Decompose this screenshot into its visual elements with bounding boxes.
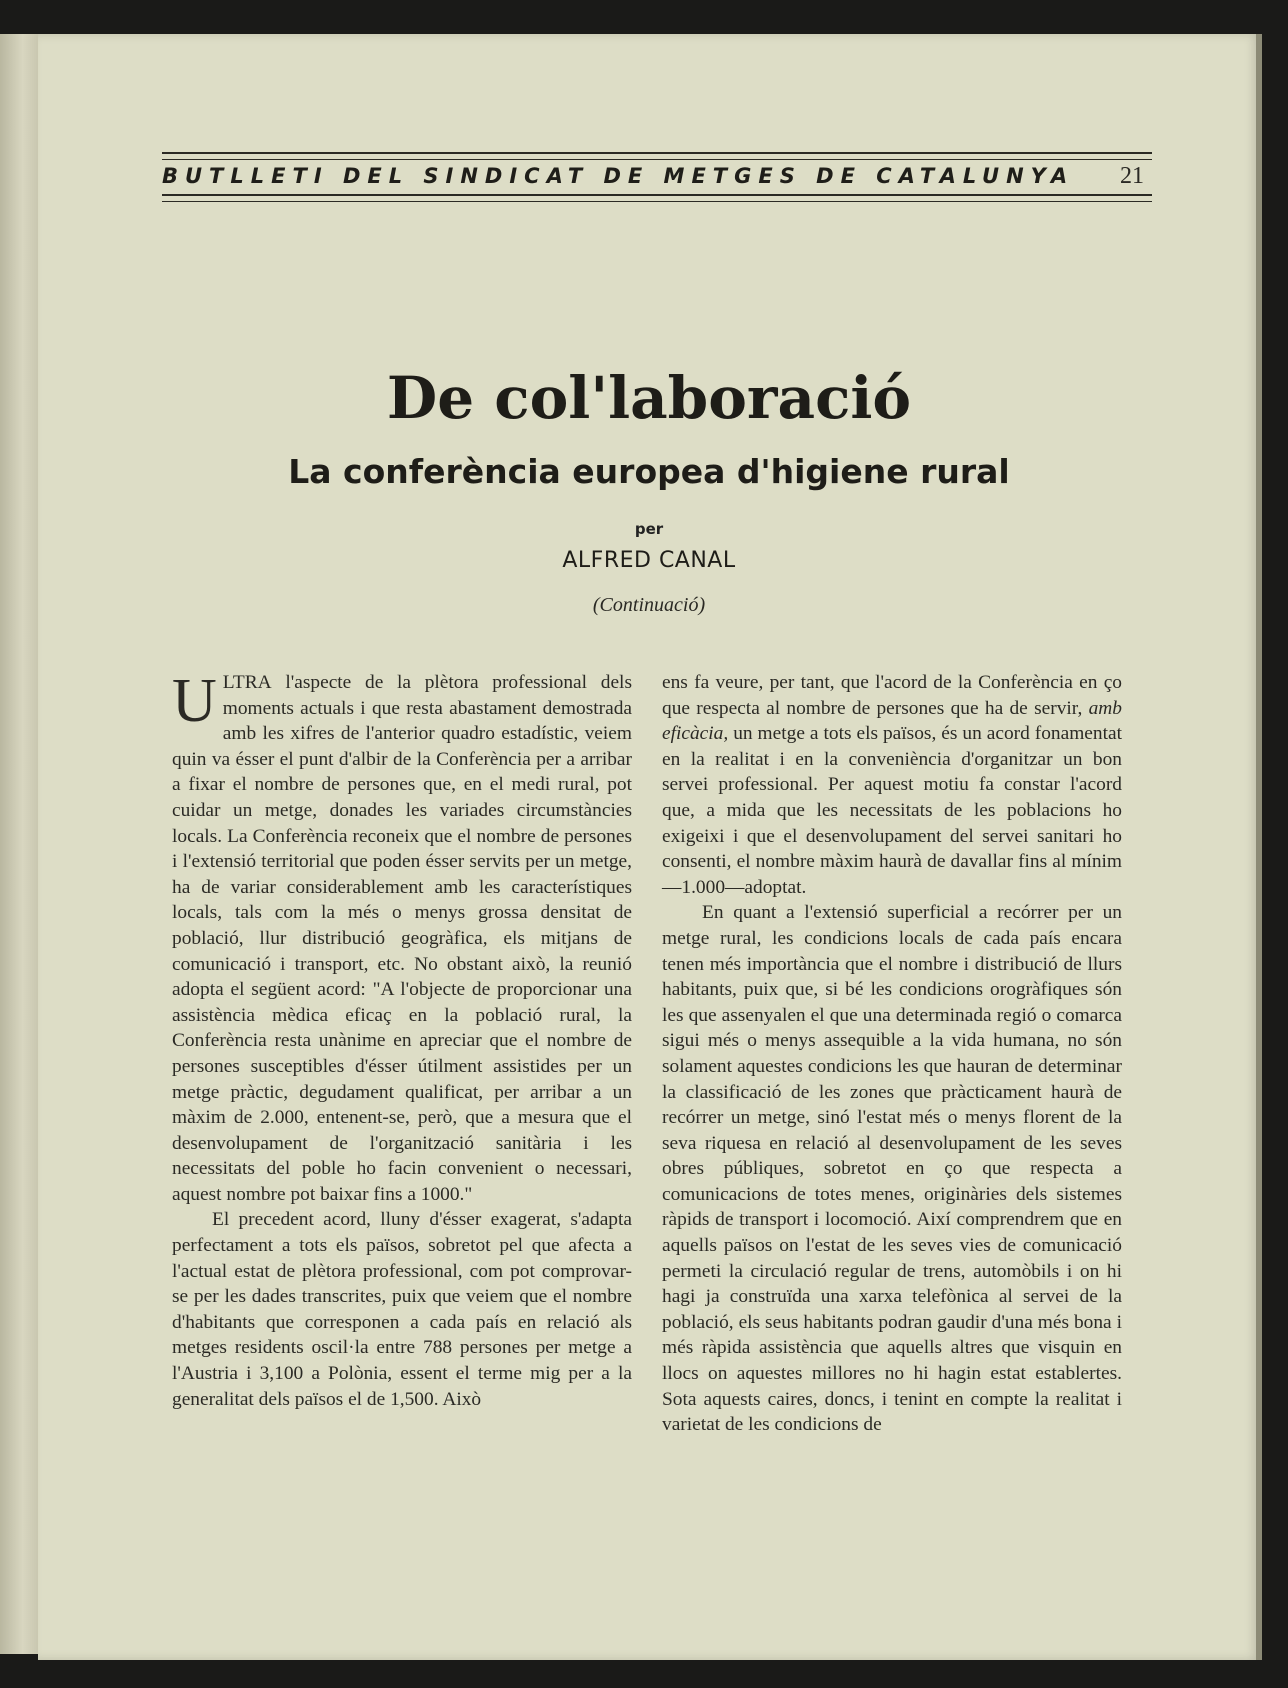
paragraph-text: l'aspecte de la plètora professional dels moments actuals i que resta abastament demostrada amb les xifres de l'anterior quadro estadístic, veiem quin va ésser el punt d'albir de la Conferència per a arribar a fixar el nombre de persones que, en el medi rural, pot cuidar un metge, donades les variades circumstàncies locals. La Conferència reconeix que el nombre de persones i l'extensió territorial que poden ésser servits per un metge, ha de variar considerablement amb les característiques locals, tals com la més o menys grossa densitat de població, llur distribució geogràfica, els mitjans de comunicació i transport, etc. No obstant això, la reunió adopta el següent acord: "A l'objecte de proporcionar una assistència mèdica eficaç en la població rural, la Conferència resta unànime en apreciar que el nombre de persones susceptibles d'ésser útilment assistides per un metge pràctic, degudament qualificat, per arribar a un màxim de 2.000, entenent-se, però, que a mesura que el desenvolupament de l'organització sanitària i les necessitats del poble ho facin convenient o necessari, aquest nombre pot baixar fins a 1000." — [172, 672, 632, 1205]
paragraph-text: ens fa veure, per tant, que l'acord de la Conferència en ço que respecta al nombre de persones que ha de servir, — [662, 672, 1122, 719]
article-title: De col'laboració — [386, 364, 912, 432]
text-column-right — [662, 670, 1122, 1438]
journal-title: BUTLLETI DEL SINDICAT DE METGES DE CATALUNYA — [162, 164, 1075, 188]
page-number: 21 — [1120, 163, 1144, 189]
header-rule — [162, 159, 1152, 160]
header-rule — [162, 201, 1152, 202]
header-rule — [162, 152, 1152, 154]
paragraph — [172, 667, 632, 1207]
paragraph: En quant a l'extensió superficial a recórrer per un metge rural, les condicions locals de cada país encara tenen més importància que el nombre i distribució de llurs habitants, puix que, si bé les condicions orogràfiques són les que assenyalen el que una determinada regió o comarca sigui més o menys assequible a la vida humana, no són solament aquestes condicions les que hauran de determinar la classificació de les zones que pràcticament haurà de recórrer un metge, sinó l'estat més o menys florent de la seva riquesa en relació al desenvolupament de les seves obres públiques, sobretot en ço que respecta a comunicacions de totes menes, originàries dels sistemes ràpids de transport i locomoció. Així comprendrem que en aquells països on l'estat de les seves vies de comunicació permeti la circulació regular de trens, automòbils i on hi hagi ja construïda una xarxa telefònica al servei de la població, els seus habitants podran gaudir d'una més bona i més ràpida assistència que aquells altres que visquin en llocs on aquestes millores no hi hagin estat establertes. Sota aquests caires, doncs, i tenint en compte la realitat i varietat de les condicions de — [662, 902, 1122, 1436]
journal-page — [38, 34, 1260, 1660]
article-subtitle: La conferència europea d'higiene rural — [288, 452, 1010, 491]
byline-per: per — [634, 520, 664, 538]
running-header — [162, 152, 1152, 204]
text-column-left — [172, 667, 632, 1412]
paragraph — [662, 670, 1122, 900]
author-name: ALFRED CANAL — [562, 548, 736, 573]
paragraph-text: un metge a tots els països, és un acord fonamentat en la realitat i en la conveniència d'organitzar un bon servei professional. Per aquest motiu fa constar l'acord que, a mida que les necessitats de les poblacions ho exigeixi i que el desenvolupament del servei sanitari ho consenti, el nombre màxim haurà de davallar fins al mínim—1.000—adoptat. — [662, 723, 1122, 898]
left-page-edge — [0, 34, 39, 1654]
page-right-edge — [1256, 34, 1262, 1660]
emphasis-text: amb eficàcia, — [662, 697, 1122, 745]
paragraph: El precedent acord, lluny d'ésser exagerat, s'adapta perfectament a tots els països, sobretot pel que afecta a l'actual estat de plètora professional, com pot comprovar-se per les dades transcrites, puix que veiem que el nombre d'habitants que corresponen a cada país en relació als metges residents oscil·la entre 788 persones per metge a l'Austria i 3,100 a Polònia, essent el terme mig per a la generalitat dels països el de 1,500. Això — [172, 1209, 632, 1410]
drop-cap: U — [172, 667, 217, 735]
small-caps-word: LTRA — [222, 672, 272, 693]
continuation-note: (Continuació) — [592, 594, 706, 616]
header-rule — [162, 194, 1152, 196]
